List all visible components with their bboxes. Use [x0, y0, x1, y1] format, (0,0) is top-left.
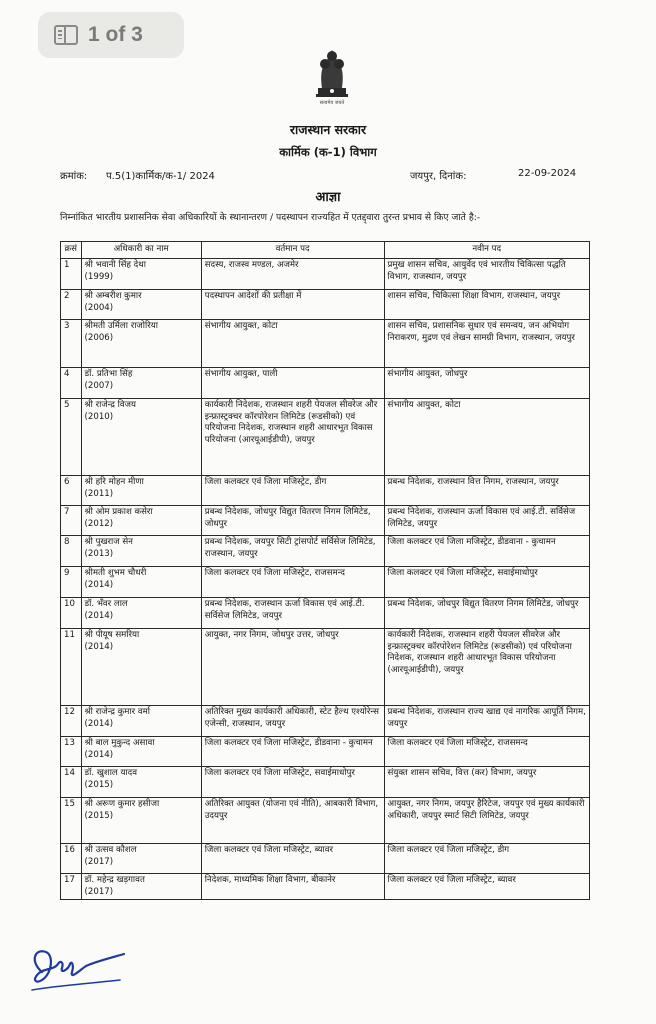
order-date: 22-09-2024 [518, 168, 577, 179]
row-current-post: जिला कलक्टर एवं जिला मजिस्ट्रेट, ब्यावर [201, 844, 384, 874]
row-current-post: पदस्थापन आदेशों की प्रतीक्षा में [201, 290, 384, 320]
row-new-post: जिला कलक्टर एवं जिला मजिस्ट्रेट, ब्यावर [384, 874, 589, 900]
row-current-post: प्रबन्ध निदेशक, जयपुर सिटी ट्रांसपोर्ट सर्विसेज लिमिटेड, राजस्थान, जयपुर [201, 536, 384, 567]
row-current-post: जिला कलक्टर एवं जिला मजिस्ट्रेट, सवाईमाधोपुर [201, 767, 384, 798]
officer-name: डॉ. प्रतिभा सिंह [84, 369, 133, 379]
table-row [61, 767, 590, 798]
row-serial: 9 [61, 567, 82, 598]
officer-batch: (2010) [84, 411, 114, 422]
row-new-post: कार्यकारी निदेशक, राजस्थान शहरी पेयजल सीवरेज और इन्फ्रास्ट्रक्चर कॉरपोरेशन लिमिटेड (रूडसीको) एवं परियोजना निदेशक, राजस्थान शहरी आधारभूत विकास परियोजना (आरयूआईडीपी), जयपुर [384, 629, 589, 706]
row-officer [81, 874, 201, 900]
row-serial: 17 [61, 874, 82, 900]
row-serial: 8 [61, 536, 82, 567]
table-row [61, 320, 590, 368]
table-row [61, 629, 590, 706]
officer-name: श्री राजेन्द्र विजय [84, 400, 137, 410]
officer-batch: (2006) [84, 332, 114, 343]
row-new-post: प्रबन्ध निदेशक, राजस्थान राज्य खाद्य एवं नागरिक आपूर्ति निगम, जयपुर [384, 706, 589, 737]
officer-name: श्री ओम प्रकाश कसेरा [84, 507, 153, 517]
row-officer [81, 629, 201, 706]
row-new-post: आयुक्त, नगर निगम, जयपुर हैरिटेज, जयपुर एवं मुख्य कार्यकारी अधिकारी, जयपुर स्मार्ट सिटी लिमिटेड, जयपुर [384, 798, 589, 844]
row-serial: 4 [61, 368, 82, 399]
row-serial: 6 [61, 476, 82, 506]
officer-name: श्री उत्सव कौशल [84, 845, 137, 855]
officer-name: डॉ. महेन्द्र खड़गावत [84, 875, 145, 885]
row-officer [81, 368, 201, 399]
officer-batch: (2017) [84, 886, 114, 897]
reference-number: प.5(1)कार्मिक/क-1/ 2024 [106, 171, 215, 182]
officer-name: श्री राजेन्द्र कुमार वर्मा [84, 707, 150, 717]
row-officer [81, 844, 201, 874]
officer-batch: (2014) [84, 718, 114, 729]
table-row [61, 737, 590, 767]
officer-batch: (2007) [84, 380, 114, 391]
officer-batch: (1999) [84, 271, 114, 282]
officer-name: श्रीमती उर्मिला राजोरिया [84, 321, 158, 331]
officer-name: श्री भवानी सिंह देथा [84, 260, 146, 270]
row-officer [81, 476, 201, 506]
row-new-post: शासन सचिव, प्रशासनिक सुधार एवं समन्वय, जन अभियोग निराकरण, मुद्रण एवं लेखन सामग्री विभाग, राजस्थान, जयपुर [384, 320, 589, 368]
officer-batch: (2014) [84, 749, 114, 760]
row-officer [81, 798, 201, 844]
row-officer [81, 737, 201, 767]
row-new-post: प्रबन्ध निदेशक, राजस्थान ऊर्जा विकास एवं आई.टी. सर्विसेज लिमिटेड, जयपुर [384, 506, 589, 536]
table-row [61, 536, 590, 567]
table-row [61, 476, 590, 506]
row-new-post: जिला कलक्टर एवं जिला मजिस्ट्रेट, राजसमन्द [384, 737, 589, 767]
table-row [61, 598, 590, 629]
row-current-post: अतिरिक्त मुख्य कार्यकारी अधिकारी, स्टेट हैल्थ एश्योरेन्स एजेन्सी, राजस्थान, जयपुर [201, 706, 384, 737]
table-row [61, 368, 590, 399]
header-officer-name: अधिकारी का नाम [81, 242, 201, 259]
order-title: आज्ञा [315, 190, 341, 205]
government-title: राजस्थान सरकार [289, 122, 367, 137]
officer-batch: (2004) [84, 302, 114, 313]
table-row [61, 844, 590, 874]
officer-name: डॉ. खुशाल यादव [84, 768, 138, 778]
row-officer [81, 320, 201, 368]
row-serial: 15 [61, 798, 82, 844]
table-row [61, 874, 590, 900]
row-serial: 10 [61, 598, 82, 629]
header-current-post: वर्तमान पद [201, 242, 384, 259]
table-row [61, 290, 590, 320]
reference-label: क्रमांक: [60, 171, 88, 182]
department-title: कार्मिक (क-1) विभाग [279, 145, 377, 159]
row-current-post: संभागीय आयुक्त, पाली [201, 368, 384, 399]
officer-batch: (2015) [84, 810, 114, 821]
row-new-post: शासन सचिव, चिकित्सा शिक्षा विभाग, राजस्थान, जयपुर [384, 290, 589, 320]
row-officer [81, 706, 201, 737]
row-current-post: आयुक्त, नगर निगम, जोधपुर उत्तर, जोधपुर [201, 629, 384, 706]
row-new-post: जिला कलक्टर एवं जिला मजिस्ट्रेट, डीग [384, 844, 589, 874]
order-intro: निम्नांकित भारतीय प्रशासनिक सेवा अधिकारियों के स्थानान्तरण / पदस्थापन राज्यहित में एतद्द्वारा तुरन्त प्रभाव से किए जाते है:- [60, 212, 481, 223]
row-new-post: जिला कलक्टर एवं जिला मजिस्ट्रेट, सवाईमाधोपुर [384, 567, 589, 598]
row-new-post: संभागीय आयुक्त, जोधपुर [384, 368, 589, 399]
officer-batch: (2011) [84, 488, 114, 499]
transfer-table [60, 241, 590, 900]
row-current-post: जिला कलक्टर एवं जिला मजिस्ट्रेट, डीग [201, 476, 384, 506]
row-new-post: प्रमुख शासन सचिव, आयुर्वेद एवं भारतीय चिकित्सा पद्धति विभाग, राजस्थान, जयपुर [384, 259, 589, 290]
officer-batch: (2015) [84, 779, 114, 790]
page-indicator[interactable] [38, 12, 184, 58]
state-emblem-icon [308, 44, 356, 102]
row-officer [81, 598, 201, 629]
officer-name: श्री हरि मोहन मीणा [84, 477, 144, 487]
officer-name: श्रीमती शुभम चौधरी [84, 568, 147, 578]
row-current-post: जिला कलक्टर एवं जिला मजिस्ट्रेट, डीडवाना - कुचामन [201, 737, 384, 767]
row-serial: 7 [61, 506, 82, 536]
header-new-post: नवीन पद [384, 242, 589, 259]
row-current-post: जिला कलक्टर एवं जिला मजिस्ट्रेट, राजसमन्द [201, 567, 384, 598]
book-pages-icon [54, 25, 78, 45]
row-serial: 1 [61, 259, 82, 290]
emblem-motto: सत्यमेव जयते [319, 100, 345, 106]
row-current-post: प्रबन्ध निदेशक, राजस्थान ऊर्जा विकास एवं आई.टी. सर्विसेज लिमिटेड, जयपुर [201, 598, 384, 629]
row-officer [81, 567, 201, 598]
officer-batch: (2013) [84, 548, 114, 559]
handwritten-signature-icon [24, 940, 134, 996]
table-header-row [61, 242, 590, 259]
row-new-post: जिला कलक्टर एवं जिला मजिस्ट्रेट, डीडवाना - कुचामन [384, 536, 589, 567]
row-serial: 14 [61, 767, 82, 798]
officer-batch: (2014) [84, 641, 114, 652]
row-new-post: संभागीय आयुक्त, कोटा [384, 399, 589, 476]
table-row [61, 399, 590, 476]
row-serial: 11 [61, 629, 82, 706]
row-serial: 3 [61, 320, 82, 368]
officer-name: श्री पीयूष समरिया [84, 630, 140, 640]
row-officer [81, 399, 201, 476]
officer-name: श्री बाल मुकुन्द असावा [84, 738, 155, 748]
place-date-label: जयपुर, दिनांक: [410, 171, 467, 182]
officer-batch: (2012) [84, 518, 114, 529]
table-row [61, 567, 590, 598]
page-indicator-label: 1 of 3 [88, 23, 143, 46]
row-officer [81, 506, 201, 536]
row-new-post: प्रबन्ध निदेशक, राजस्थान वित्त निगम, राजस्थान, जयपुर [384, 476, 589, 506]
officer-batch: (2017) [84, 856, 114, 867]
officer-name: डॉ. भँवर लाल [84, 599, 128, 609]
header-serial: क्रसं [61, 242, 82, 259]
table-row [61, 259, 590, 290]
row-new-post: प्रबन्ध निदेशक, जोधपुर विद्युत वितरण निगम लिमिटेड, जोधपुर [384, 598, 589, 629]
row-new-post: संयुक्त शासन सचिव, वित्त (कर) विभाग, जयपुर [384, 767, 589, 798]
row-serial: 5 [61, 399, 82, 476]
row-current-post: संभागीय आयुक्त, कोटा [201, 320, 384, 368]
row-current-post: अतिरिक्त आयुक्त (योजना एवं नीति), आबकारी विभाग, उदयपुर [201, 798, 384, 844]
officer-name: श्री अम्बरीश कुमार [84, 291, 142, 301]
officer-batch: (2014) [84, 579, 114, 590]
row-officer [81, 259, 201, 290]
row-serial: 2 [61, 290, 82, 320]
table-row [61, 506, 590, 536]
officer-batch: (2014) [84, 610, 114, 621]
row-serial: 13 [61, 737, 82, 767]
row-officer [81, 290, 201, 320]
officer-name: श्री पुखराज सेन [84, 537, 133, 547]
table-row [61, 706, 590, 737]
row-current-post: कार्यकारी निदेशक, राजस्थान शहरी पेयजल सीवरेज और इन्फ्रास्ट्रक्चर कॉरपोरेशन लिमिटेड (रूडसीको) एवं परियोजना निदेशक, राजस्थान शहरी आधारभूत विकास परियोजना (आरयूआईडीपी), जयपुर [201, 399, 384, 476]
row-current-post: प्रबन्ध निदेशक, जोधपुर विद्युत वितरण निगम लिमिटेड, जोधपुर [201, 506, 384, 536]
row-serial: 16 [61, 844, 82, 874]
row-officer [81, 536, 201, 567]
table-row [61, 798, 590, 844]
row-current-post: निदेशक, माध्यमिक शिक्षा विभाग, बीकानेर [201, 874, 384, 900]
row-serial: 12 [61, 706, 82, 737]
row-officer [81, 767, 201, 798]
officer-name: श्री अरूण कुमार हसीजा [84, 799, 160, 809]
row-current-post: सदस्य, राजस्व मण्डल, अजमेर [201, 259, 384, 290]
